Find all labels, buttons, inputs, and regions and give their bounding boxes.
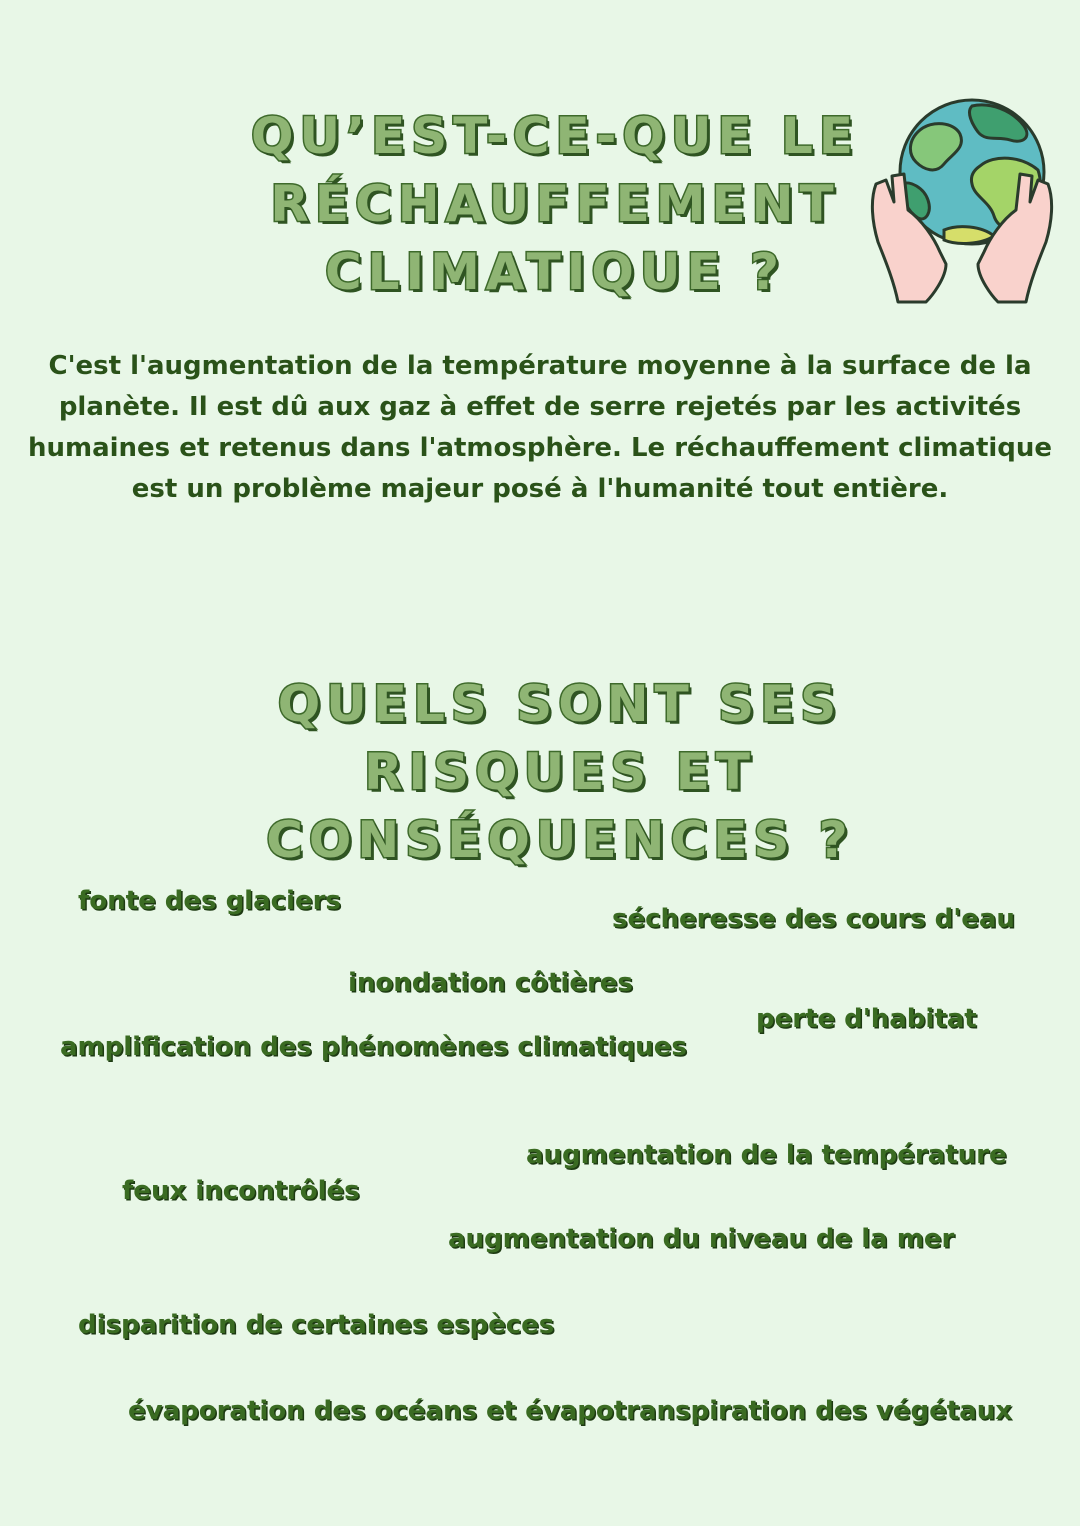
risk-item-inondation: inondation côtières [348, 968, 633, 998]
globe-in-hands-icon [862, 92, 1062, 312]
title-line: CLIMATIQUE ? [324, 243, 786, 301]
risk-item-especes: disparition de certaines espèces [78, 1310, 555, 1340]
paragraph-line: humaines et retenus dans l'atmosphère. Le réchauffement climatique [27, 433, 1053, 463]
risk-item-feux: feux incontrôlés [122, 1176, 360, 1206]
paragraph-line: est un problème majeur posé à l'humanité tout entière. [131, 474, 949, 504]
title-line: QUELS SONT SES [277, 675, 843, 733]
risk-item-fonte: fonte des glaciers [78, 886, 341, 916]
paragraph-line: C'est l'augmentation de la température moyenne à la surface de la [48, 351, 1032, 381]
risk-item-temperature: augmentation de la température [526, 1140, 1007, 1170]
risk-item-habitat: perte d'habitat [756, 1004, 977, 1034]
section-title-definition [190, 102, 920, 306]
risk-item-amplification: amplification des phénomènes climatiques [60, 1032, 687, 1062]
title-line: QU’EST-CE-QUE LE [250, 107, 860, 165]
title-line: CONSÉQUENCES ? [266, 811, 854, 869]
risk-item-niveau-mer: augmentation du niveau de la mer [448, 1224, 955, 1254]
title-line: RISQUES ET [363, 743, 757, 801]
risk-item-secheresse: sécheresse des cours d'eau [612, 904, 1015, 934]
section-title-risks [210, 670, 910, 874]
paragraph-line: planète. Il est dû aux gaz à effet de serre rejetés par les activités [58, 392, 1022, 422]
title-line: RÉCHAUFFEMENT [270, 175, 840, 233]
risk-item-evaporation: évaporation des océans et évapotranspiration des végétaux [128, 1396, 1012, 1426]
definition-paragraph [0, 346, 1080, 510]
